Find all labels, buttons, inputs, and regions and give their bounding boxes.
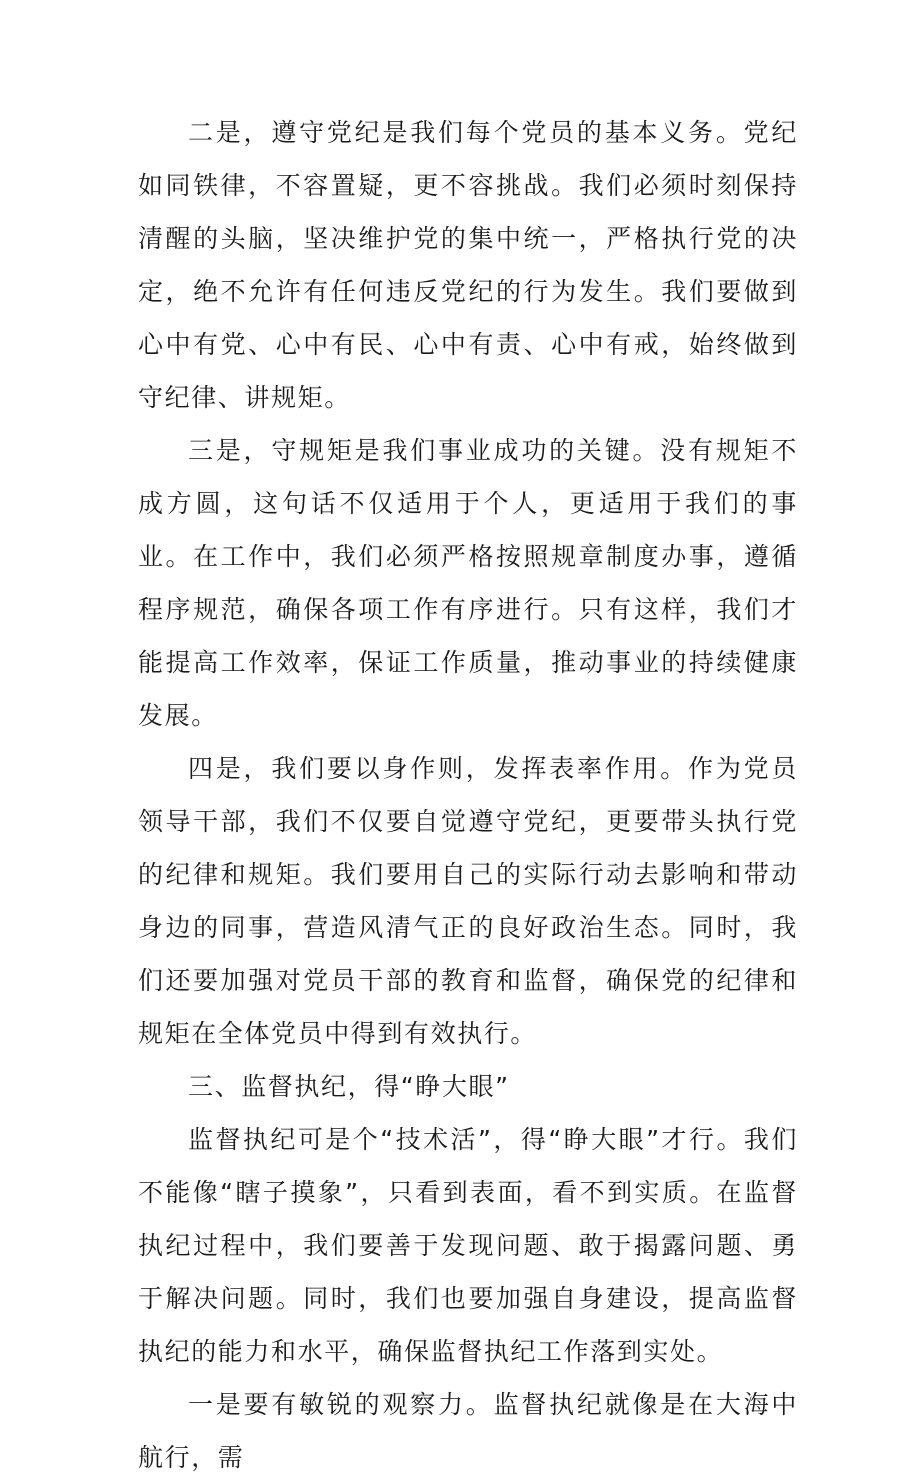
paragraph-rules-key-to-success: 三是，守规矩是我们事业成功的关键。没有规矩不成方圆，这句话不仅适用于个人，更适用于我们的事业。在工作中，我们必须严格按照规章制度办事，遵循程序规范，确保各项工作有序进行。只有这样，我们才能提高工作效率，保证工作质量，推动事业的持续健康发展。 bbox=[138, 436, 798, 730]
paragraph-observation: 一是要有敏锐的观察力。监督执纪就像是在大海中航行，需 bbox=[138, 1390, 798, 1472]
section-heading-supervision: 三、监督执纪，得“睁大眼” bbox=[188, 1072, 510, 1101]
paragraph-lead-by-example: 四是，我们要以身作则，发挥表率作用。作为党员领导干部，我们不仅要自觉遵守党纪，更要带头执行党的纪律和规矩。我们要用自己的实际行动去影响和带动身边的同事，营造风清气正的良好政治生态。同时，我们还要加强对党员干部的教育和监督，确保党的纪律和规矩在全体党员中得到有效执行。 bbox=[138, 754, 798, 1048]
paragraph-supervision-technique: 监督执纪可是个“技术活”，得“睁大眼”才行。我们不能像“瞎子摸象”，只看到表面，看不到实质。在监督执纪过程中，我们要善于发现问题、敢于揭露问题、勇于解决问题。同时，我们也要加强自身建设，提高监督执纪的能力和水平，确保监督执纪工作落到实处。 bbox=[138, 1125, 798, 1366]
paragraph-party-discipline-duty: 二是，遵守党纪是我们每个党员的基本义务。党纪如同铁律，不容置疑，更不容挑战。我们必须时刻保持清醒的头脑，坚决维护党的集中统一，严格执行党的决定，绝不允许有任何违反党纪的行为发生。我们要做到心中有党、心中有民、心中有责、心中有戒，始终做到守纪律、讲规矩。 bbox=[138, 118, 798, 412]
document-body bbox=[138, 106, 798, 1484]
